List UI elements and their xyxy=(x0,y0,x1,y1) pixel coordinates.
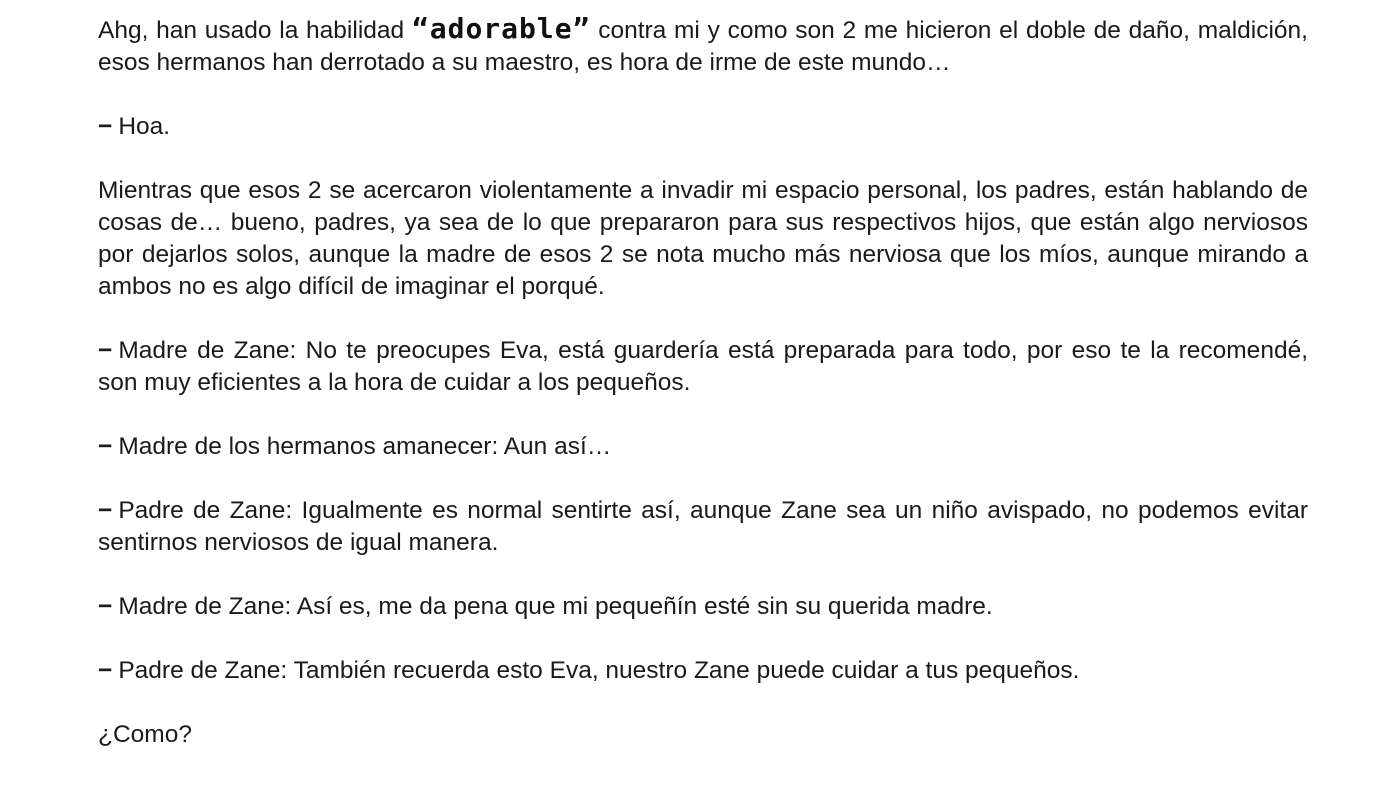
paragraph-text: Padre de Zane: Igualmente es normal sentirte así, aunque Zane sea un niño avispado, no podemos evitar sentirnos nerviosos de igual manera. xyxy=(98,497,1308,556)
document-page xyxy=(98,13,1308,751)
paragraph-dialogue xyxy=(98,495,1308,559)
dialogue-dash: − xyxy=(98,433,113,460)
paragraph-text: Padre de Zane: También recuerda esto Eva, nuestro Zane puede cuidar a tus pequeños. xyxy=(118,657,1080,684)
paragraph-dialogue xyxy=(98,431,1308,463)
paragraph-narration xyxy=(98,719,1308,751)
dialogue-dash: − xyxy=(98,113,113,140)
paragraph-narration xyxy=(98,13,1308,79)
paragraph-dialogue xyxy=(98,591,1308,623)
paragraph-text: Madre de los hermanos amanecer: Aun así… xyxy=(118,433,612,460)
paragraph-narration xyxy=(98,175,1308,303)
paragraph-text: Madre de Zane: Así es, me da pena que mi pequeñín esté sin su querida madre. xyxy=(118,593,993,620)
paragraph-text: contra mi y como son 2 me hicieron el doble de daño, maldición, esos hermanos han derrotado a su maestro, es hora de irme de este mundo… xyxy=(98,17,1308,76)
paragraph-text: ¿Como? xyxy=(98,721,192,748)
dialogue-dash: − xyxy=(98,337,113,364)
paragraph-text: Hoa. xyxy=(118,113,171,140)
dialogue-dash: − xyxy=(98,593,113,620)
paragraph-text: Madre de Zane: No te preocupes Eva, está guardería está preparada para todo, por eso te la recomendé, son muy eficientes a la hora de cuidar a los pequeños. xyxy=(98,337,1308,396)
paragraph-dialogue xyxy=(98,111,1308,143)
dialogue-dash: − xyxy=(98,657,113,684)
paragraph-dialogue xyxy=(98,335,1308,399)
paragraph-dialogue xyxy=(98,655,1308,687)
dialogue-dash: − xyxy=(98,497,113,524)
paragraph-text: Ahg, han usado la habilidad xyxy=(98,17,412,44)
paragraph-text: Mientras que esos 2 se acercaron violentamente a invadir mi espacio personal, los padres, están hablando de cosas de… bueno, padres, ya sea de lo que prepararon para sus respectivos hijos, que están algo nerviosos por dejarlos solos, aunque la madre de esos 2 se nota mucho más nerviosa que los míos, aunque mirando a ambos no es algo difícil de imaginar el porqué. xyxy=(98,177,1308,300)
skill-name: “adorable” xyxy=(411,12,591,45)
